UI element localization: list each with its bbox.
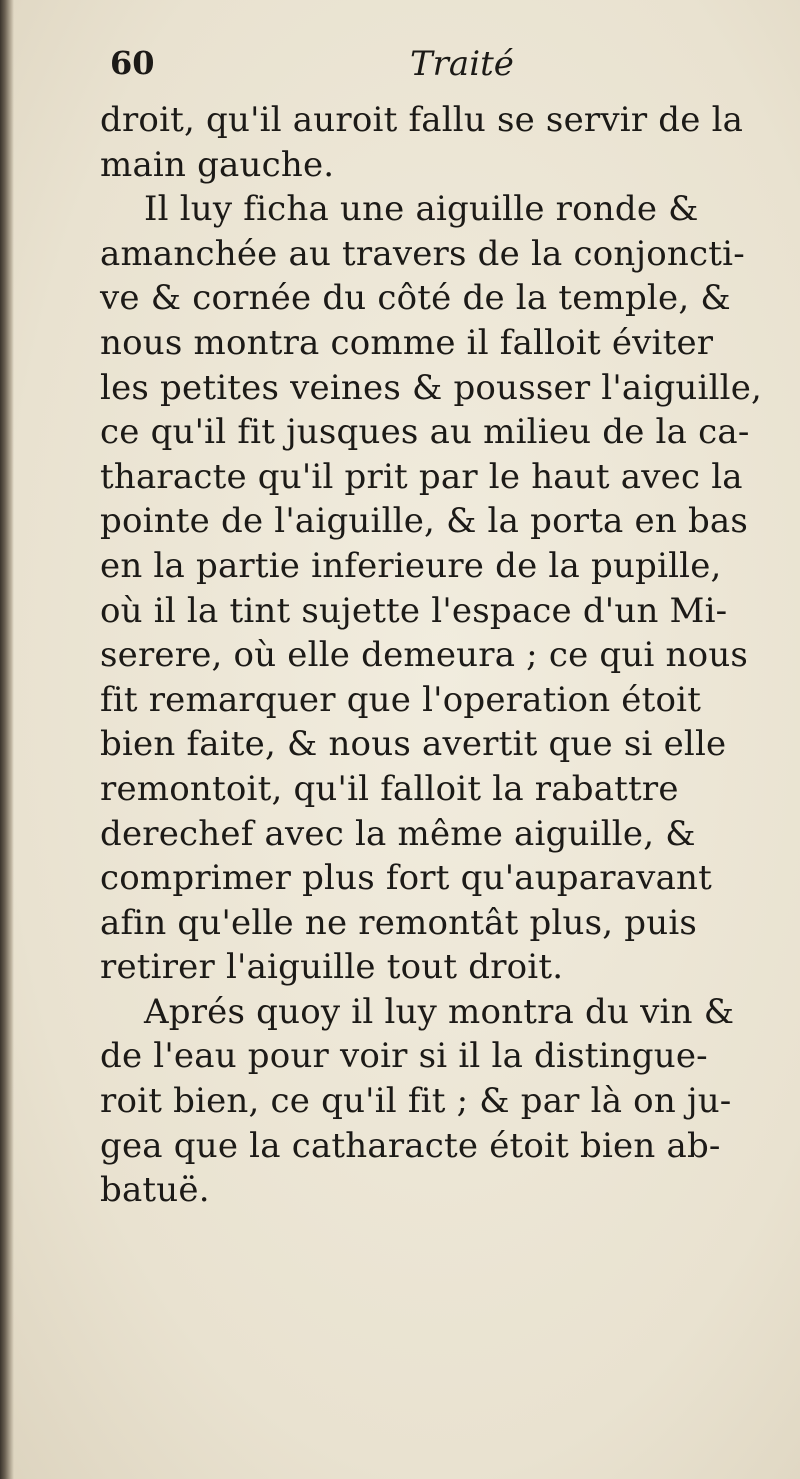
body-text	[100, 98, 790, 1213]
running-title: Traité	[410, 44, 514, 84]
paragraph-start-line: Il luy ficha une aiguille ronde &	[144, 189, 699, 230]
text-line: bien faite, & nous avertit que si elle	[100, 724, 727, 765]
text-line: comprimer plus fort qu'auparavant	[100, 858, 713, 899]
text-line: nous montra comme il falloit éviter	[100, 322, 714, 363]
text-line: batuë.	[100, 1170, 210, 1211]
text-line: main gauche.	[100, 144, 335, 185]
text-line: derechef avec la même aiguille, &	[100, 813, 696, 854]
text-line: fit remarquer que l'operation étoit	[100, 679, 702, 720]
text-line: amanchée au travers de la conjoncti-	[100, 233, 745, 274]
page-header	[110, 44, 670, 94]
binding-edge	[0, 0, 14, 1479]
page-number: 60	[110, 44, 155, 82]
text-line: les petites veines & pousser l'aiguille,	[100, 367, 763, 408]
text-line: remontoit, qu'il falloit la rabattre	[100, 768, 679, 809]
paragraph-start-line: Aprés quoy il luy montra du vin &	[144, 991, 735, 1032]
text-line: gea que la catharacte étoit bien ab-	[100, 1125, 721, 1166]
text-line: ve & cornée du côté de la temple, &	[100, 278, 731, 319]
text-line: serere, où elle demeura ; ce qui nous	[100, 635, 749, 676]
text-line: où il la tint sujette l'espace d'un Mi-	[100, 590, 728, 631]
text-line: pointe de l'aiguille, & la porta en bas	[100, 501, 749, 542]
text-line: tharacte qu'il prit par le haut avec la	[100, 456, 743, 497]
text-line: droit, qu'il auroit fallu se servir de la	[100, 100, 744, 140]
text-line: de l'eau pour voir si il la distingue-	[100, 1036, 708, 1077]
text-line: ce qu'il fit jusques au milieu de la ca-	[100, 412, 750, 453]
text-line: roit bien, ce qu'il fit ; & par là on ju-	[100, 1081, 732, 1122]
text-line: afin qu'elle ne remontât plus, puis	[100, 902, 698, 943]
text-line: en la partie inferieure de la pupille,	[100, 545, 722, 586]
text-line: retirer l'aiguille tout droit.	[100, 947, 564, 988]
